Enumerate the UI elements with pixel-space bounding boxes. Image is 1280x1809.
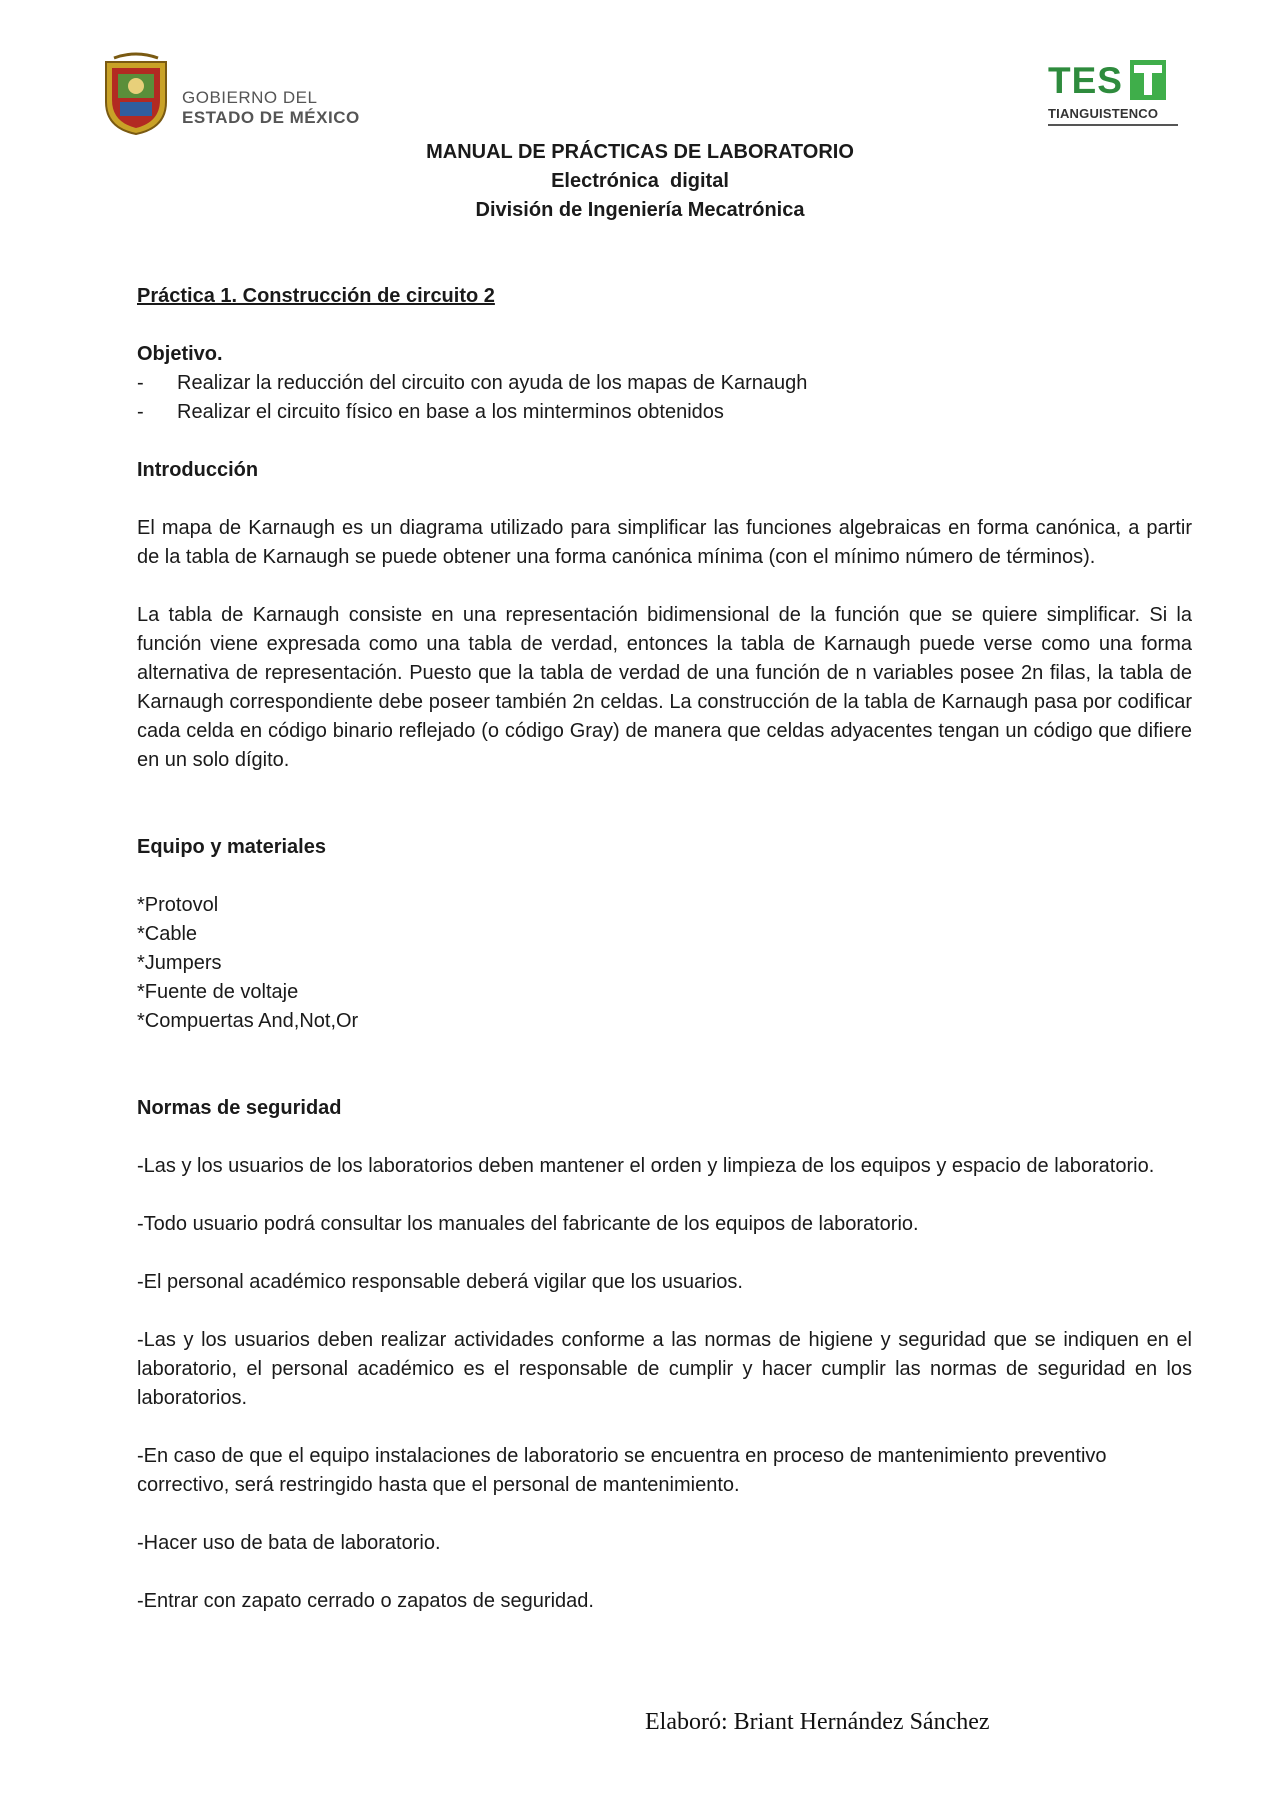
- subject-title: Electrónica digital: [551, 170, 729, 192]
- tes-subtitle: TIANGUISTENCO: [1048, 106, 1159, 121]
- tes-wordmark: TES: [1048, 60, 1123, 101]
- state-seal-icon: [100, 52, 172, 136]
- safety-rule: -El personal académico responsable deberá vigilar que los usuarios.: [137, 1271, 743, 1293]
- practice-title: Práctica 1. Construcción de circuito 2: [137, 285, 495, 307]
- equipment-heading: Equipo y materiales: [137, 836, 326, 858]
- tes-t-icon: [1130, 60, 1166, 100]
- equipment-item: *Protovol: [137, 894, 219, 916]
- introduction-heading: Introducción: [137, 459, 259, 481]
- tes-t-box: [1130, 60, 1166, 100]
- document-titles: [0, 138, 1280, 225]
- manual-title: MANUAL DE PRÁCTICAS DE LABORATORIO: [426, 141, 854, 163]
- equipment-item: *Cable: [137, 923, 198, 945]
- objective-item: - Realizar el circuito físico en base a los minterminos obtenidos: [137, 401, 724, 423]
- equipment-item: *Fuente de voltaje: [137, 981, 299, 1003]
- safety-rule: -Todo usuario podrá consultar los manuales del fabricante de los equipos de laboratorio.: [137, 1213, 919, 1235]
- safety-rule: -Las y los usuarios de los laboratorios deben mantener el orden y limpieza de los equipos y espacio de laboratorio.: [137, 1155, 1155, 1177]
- safety-rule: -En caso de que el equipo instalaciones de laboratorio se encuentra en proceso de mantenimiento preventivo correctivo, será restringido hasta que el personal de mantenimiento.: [137, 1445, 1107, 1496]
- objective-item: - Realizar la reducción del circuito con ayuda de los mapas de Karnaugh: [137, 372, 808, 394]
- gobierno-line2: ESTADO DE MÉXICO: [182, 108, 360, 127]
- document-body: [137, 282, 1192, 1616]
- equipment-item: *Jumpers: [137, 952, 222, 974]
- tes-underline: [1048, 124, 1178, 126]
- gobierno-text: [182, 88, 360, 128]
- safety-rule: -Las y los usuarios deben realizar actividades conforme a las normas de higiene y seguridad que se indiquen en el laboratorio, el personal académico es el responsable de cumplir y hacer cumplir las normas de seguridad en los laboratorios.: [137, 1329, 1192, 1409]
- gobierno-line1: GOBIERNO DEL: [182, 88, 318, 107]
- safety-heading: Normas de seguridad: [137, 1097, 342, 1119]
- gobierno-logo: [100, 52, 390, 137]
- division-title: División de Ingeniería Mecatrónica: [475, 199, 805, 221]
- safety-rule: -Entrar con zapato cerrado o zapatos de seguridad.: [137, 1590, 594, 1612]
- tes-logo: [1048, 56, 1180, 128]
- safety-rule: -Hacer uso de bata de laboratorio.: [137, 1532, 441, 1554]
- equipment-item: *Compuertas And,Not,Or: [137, 1010, 359, 1032]
- author-signature: Elaboró: Briant Hernández Sánchez: [645, 1709, 990, 1735]
- introduction-paragraph: La tabla de Karnaugh consiste en una representación bidimensional de la función que se quiere simplificar. Si la función viene expresada como una tabla de verdad, entonces la tabla de Karnaugh puede verse como una forma alternativa de representación. Puesto que la tabla de verdad de una función de n variables posee 2n filas, la tabla de Karnaugh correspondiente debe poseer también 2n celdas. La construcción de la tabla de Karnaugh pasa por codificar cada celda en código binario reflejado (o código Gray) de manera que celdas adyacentes tengan un código que difiere en un solo dígito.: [137, 604, 1192, 771]
- objective-heading: Objetivo.: [137, 343, 223, 365]
- introduction-paragraph: El mapa de Karnaugh es un diagrama utilizado para simplificar las funciones algebraicas en forma canónica, a partir de la tabla de Karnaugh se puede obtener una forma canónica mínima (con el mínimo número de términos).: [137, 517, 1192, 568]
